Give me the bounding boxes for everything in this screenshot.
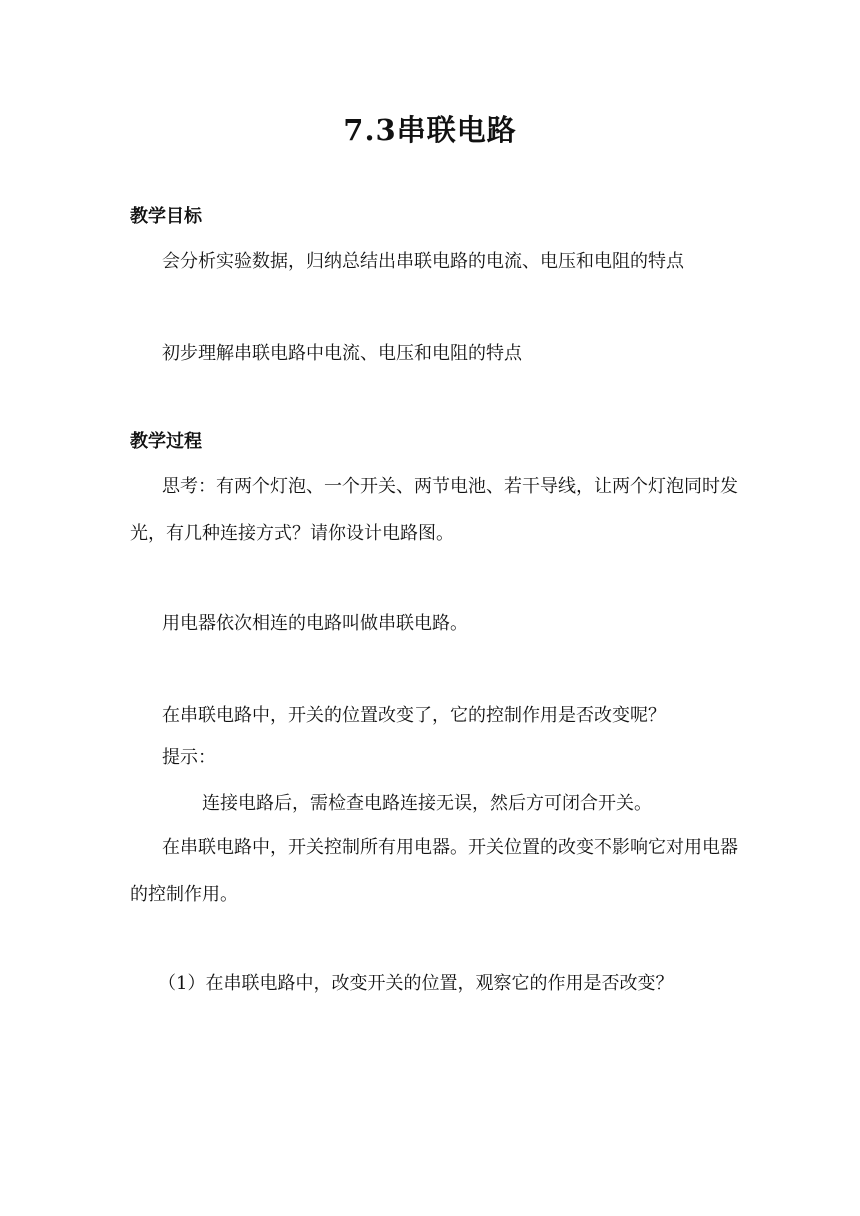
objective-item-1: 会分析实验数据，归纳总结出串联电路的电流、电压和电阻的特点	[162, 251, 684, 272]
page-title: 7.3串联电路	[343, 113, 517, 147]
hint-paragraph: 连接电路后，需检查电路连接无误，然后方可闭合开关。	[202, 793, 652, 814]
step-1-paragraph: （1）在串联电路中，改变开关的位置，观察它的作用是否改变？	[158, 973, 674, 994]
hint-label: 提示：	[162, 747, 216, 768]
definition-paragraph: 用电器依次相连的电路叫做串联电路。	[162, 613, 468, 634]
objective-item-2: 初步理解串联电路中电流、电压和电阻的特点	[162, 343, 522, 364]
section-heading-objectives: 教学目标	[130, 206, 202, 227]
question-paragraph: 在串联电路中，开关的位置改变了，它的控制作用是否改变呢？	[162, 705, 666, 726]
section-heading-process: 教学过程	[130, 431, 202, 452]
conclusion-paragraph: 在串联电路中，开关控制所有用电器。开关位置的改变不影响它对用电器的控制作用。	[130, 837, 738, 905]
think-paragraph: 思考：有两个灯泡、一个开关、两节电池、若干导线，让两个灯泡同时发光，有几种连接方式？请你设计电路图。	[130, 476, 738, 544]
